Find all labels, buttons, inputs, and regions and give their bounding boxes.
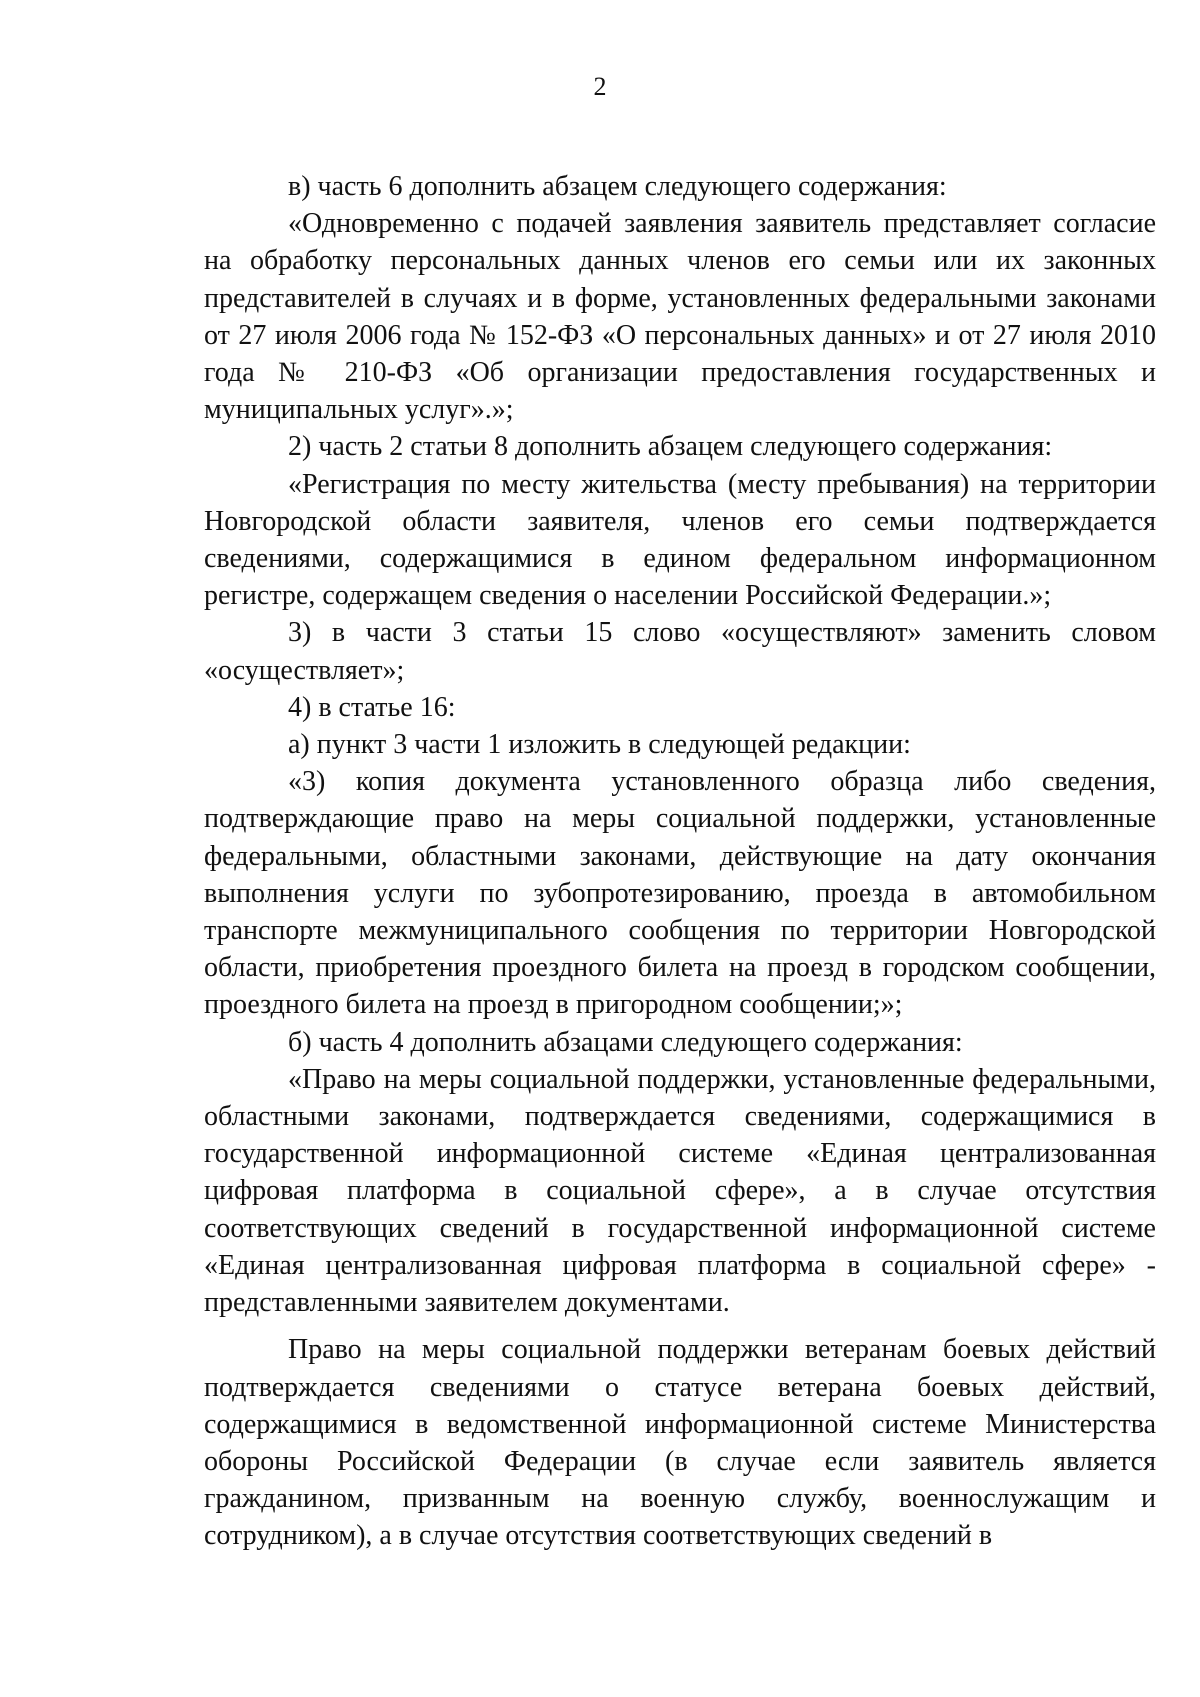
paragraph-copy-document-text: «3) копия документа установленного образца либо сведения, подтверждающие право на меры социальной поддержки, установленные федеральными, областными законами, действующие на дату окончания выполнения услуги по зубопротезированию, проезда в автомобильном транспорте межмуниципального сообщения по территории Новгородской области, приобретения проездного билета на проезд в городском сообщении, проездного билета на проезд в пригородном сообщении;»; (204, 766, 1156, 1021)
paragraph-social-support-text: «Право на меры социальной поддержки, установленные федеральными, областными законами, подтверждается сведениями, содержащимися в государственной информационной системе «Единая централизованная цифровая платформа в социальной сфере», а в случае отсутствия соответствующих сведений в государственной информационной системе «Единая централизованная цифровая платформа в социальной сфере» - представленными заявителем документами. (204, 1063, 1156, 1319)
paragraph-item-a: а) пункт 3 части 1 изложить в следующей редакции: (288, 729, 911, 761)
page-number: 2 (593, 72, 607, 101)
paragraph-item-b: б) часть 4 дополнить абзацами следующего содержания: (288, 1026, 963, 1058)
paragraph-item-3: 3) в части 3 статьи 15 слово «осуществляют» заменить словом «осуществляет»; (204, 617, 1156, 686)
paragraph-veterans-text: Право на меры социальной поддержки ветеранам боевых действий подтверждается сведениями о статусе ветерана боевых действий, содержащимися в ведомственной информационной системе Министерства обороны Российской Федерации (в случае если заявитель является гражданином, призванным на военную службу, военнослужащим и сотрудником), а в случае отсутствия соответствующих сведений в (204, 1334, 1156, 1552)
paragraph-item-2: 2) часть 2 статьи 8 дополнить абзацем следующего содержания: (288, 431, 1053, 463)
paragraph-registration-text: «Регистрация по месту жительства (месту пребывания) на территории Новгородской области заявителя, членов его семьи подтверждается сведениями, содержащимися в едином федеральном информационном регистре, содержащем сведения о населении Российской Федерации.»; (204, 468, 1156, 612)
paragraph-item-4: 4) в статье 16: (288, 691, 456, 723)
paragraph-consent-text: «Одновременно с подачей заявления заявитель представляет согласие на обработку персональных данных членов его семьи или их законных представителей в случаях и в форме, установленных федеральными законами от 27 июля 2006 года № 152-ФЗ «О персональных данных» и от 27 июля 2010 года № 210-ФЗ «Об организации предоставления государственных и муниципальных услуг».»; (204, 208, 1156, 426)
paragraph-item-v: в) часть 6 дополнить абзацем следующего содержания: (288, 171, 947, 202)
document-body (204, 168, 1156, 1555)
